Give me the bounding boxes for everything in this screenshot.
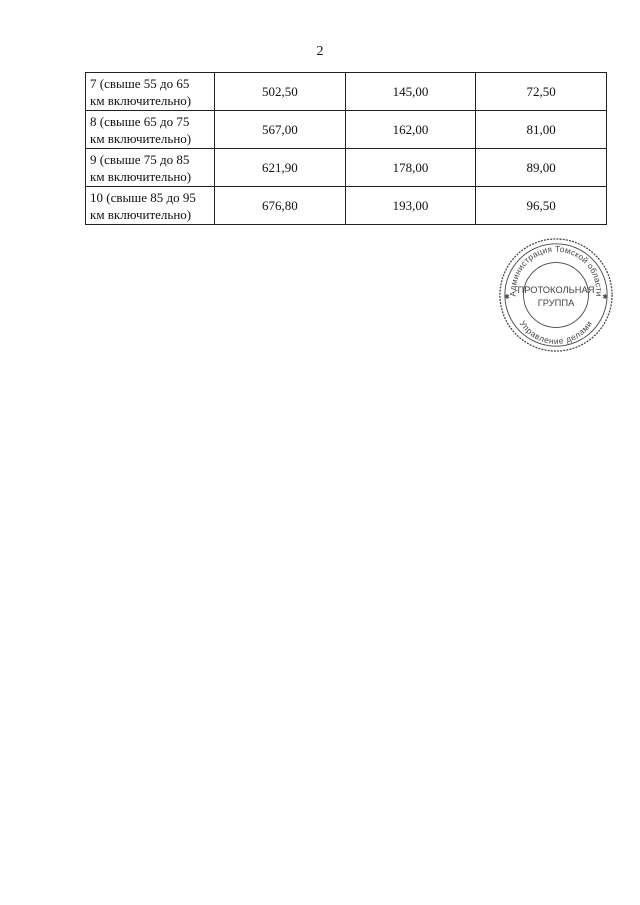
zone-label-line2: км включительно)	[90, 92, 192, 108]
value-cell-col3: 81,00	[476, 111, 607, 149]
zone-label-line1: 7 (свыше 55 до 65	[90, 75, 190, 91]
stamp-star-right-icon: ✱	[602, 293, 609, 301]
page-number: 2	[316, 44, 324, 59]
zone-label-line1: 8 (свыше 65 до 75	[90, 113, 190, 129]
zone-label-cell	[86, 187, 215, 225]
zone-label-line2: км включительно)	[90, 168, 192, 184]
zone-label-line1: 9 (свыше 75 до 85	[90, 151, 190, 167]
table-row	[86, 149, 607, 187]
zone-label-cell	[86, 73, 215, 111]
stamp-center-line2: ГРУППА	[537, 297, 575, 308]
value-cell-col2: 145,00	[345, 73, 476, 111]
stamp-outer-text-top: Администрация Томской области	[507, 243, 605, 297]
zone-label-cell	[86, 149, 215, 187]
value-cell-col1: 567,00	[215, 111, 346, 149]
value-cell-col3: 89,00	[476, 149, 607, 187]
value-cell-col2: 162,00	[345, 111, 476, 149]
value-cell-col3: 96,50	[476, 187, 607, 225]
value-cell-col1: 621,90	[215, 149, 346, 187]
stamp-outer-text-bottom: Управление делами	[517, 318, 595, 346]
value-cell-col2: 178,00	[345, 149, 476, 187]
table-row	[86, 187, 607, 225]
stamp-center-line1: ПРОТОКОЛЬНАЯ	[517, 285, 595, 296]
zone-label-line2: км включительно)	[90, 130, 192, 146]
value-cell-col1: 676,80	[215, 187, 346, 225]
zone-label-line1: 10 (свыше 85 до 95	[90, 189, 196, 205]
value-cell-col2: 193,00	[345, 187, 476, 225]
value-cell-col3: 72,50	[476, 73, 607, 111]
svg-text:Управление делами	[518, 319, 594, 346]
table-row	[86, 111, 607, 149]
zone-label-cell	[86, 111, 215, 149]
protocol-group-stamp	[497, 236, 615, 354]
zone-label-line2: км включительно)	[90, 206, 192, 222]
stamp-star-left-icon: ✱	[503, 293, 510, 301]
tariff-table	[85, 72, 607, 225]
table-row	[86, 73, 607, 111]
value-cell-col1: 502,50	[215, 73, 346, 111]
